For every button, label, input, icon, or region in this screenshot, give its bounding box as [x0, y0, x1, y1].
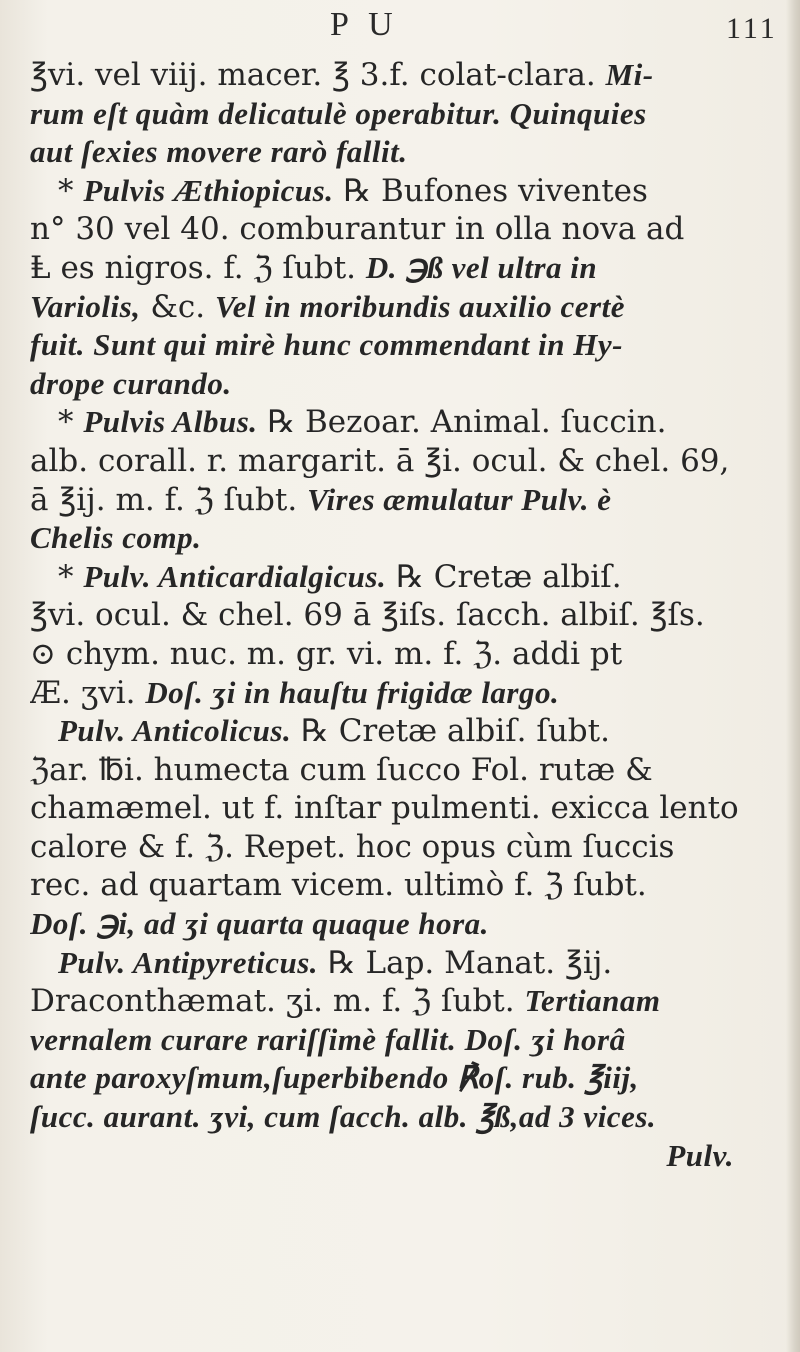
roman-run: &c.: [140, 288, 215, 325]
text-line: [30, 481, 770, 520]
text-line: [30, 1098, 770, 1137]
roman-run: ℞ Bufones viventes: [333, 172, 648, 209]
italic-run: Pulv. Antipyreticus.: [58, 944, 319, 980]
italic-run: Pulv. Anticolicus.: [58, 713, 292, 749]
italic-run: D. ℈ß vel ultra in: [365, 249, 598, 285]
text-line: [30, 558, 770, 597]
page-header: [0, 6, 800, 58]
italic-run: Chelis comp.: [30, 520, 202, 556]
text-line: [30, 751, 770, 790]
roman-run: ⊙ chym. nuc. m. gr. vi. m. f. ℨ. addi pt: [30, 635, 623, 672]
text-line: [30, 866, 770, 905]
roman-run: *: [58, 172, 84, 209]
italic-run: Pulv.: [666, 1137, 734, 1173]
text-line: [30, 1059, 770, 1098]
roman-run: rec. ad quartam vicem. ultimò f. ℨ ſubt.: [30, 867, 647, 904]
roman-run: calore & f. ℨ. Repet. hoc opus cùm ſuccis: [30, 828, 675, 865]
roman-run: alb. corall. r. margarit. ā ℥i. ocul. & chel. 69,: [30, 442, 730, 479]
roman-run: ℨar. ℔i. humecta cum ſucco Fol. rutæ &: [30, 751, 653, 788]
text-line: [30, 712, 770, 751]
roman-run: ℥vi. vel viij. macer. ℥ 3.f. colat-clara.: [30, 57, 606, 93]
text-line: [30, 1021, 770, 1060]
italic-run: ſucc. aurant. ʒvi, cum ſacch. alb. ℥ß,ad 3 vices.: [30, 1099, 657, 1135]
text-line: [30, 635, 770, 674]
roman-run: ā ℥ij. m. f. ℨ ſubt.: [30, 481, 308, 518]
roman-run: ℞ Cretæ albiſ.: [386, 558, 622, 595]
text-line: [30, 442, 770, 481]
italic-run: Doſ. ʒi in hauſtu frigidæ largo.: [145, 674, 560, 710]
italic-run: Pulvis Albus.: [83, 404, 258, 440]
italic-run: Pulv. Anticardialgicus.: [83, 558, 387, 594]
roman-run: ℥vi. ocul. & chel. 69 ā ℥iſs. ſacch. albiſ. ℥ſs.: [30, 597, 705, 634]
italic-run: Mi-: [605, 57, 654, 92]
text-line: [30, 519, 770, 558]
text-line: [30, 596, 770, 635]
roman-run: *: [58, 558, 84, 595]
body-text: [30, 56, 770, 1175]
text-line: [30, 249, 770, 288]
text-line: [30, 789, 770, 828]
italic-run: Pulvis Æthiopicus.: [83, 172, 334, 208]
text-line: [30, 326, 770, 365]
italic-run: drope curando.: [30, 365, 232, 401]
italic-run: Vires æmulatur Pulv. è: [307, 481, 612, 517]
italic-run: Doſ. ℈i, ad ʒi quarta quaque hora.: [30, 906, 489, 942]
text-line: [30, 210, 770, 249]
italic-run: ante paroxyſmum,ſuperbibendo ℟oſ. rub. ℥iij,: [30, 1060, 639, 1096]
italic-run: vernalem curare rariſſimè fallit. Doſ. ʒi horâ: [30, 1021, 626, 1057]
page-number: 111: [726, 12, 778, 45]
roman-run: chamæmel. ut f. inſtar pulmenti. exicca lento: [30, 790, 739, 827]
roman-run: *: [58, 404, 84, 441]
italic-run: Variolis,: [30, 288, 141, 324]
text-line: [30, 403, 770, 442]
text-line: [30, 982, 770, 1021]
roman-run: ℞ Cretæ albiſ. ſubt.: [291, 713, 610, 750]
text-line: [30, 1137, 770, 1176]
text-line: [30, 674, 770, 713]
text-line: [30, 172, 770, 211]
running-head: P U: [330, 6, 399, 43]
text-line: [30, 944, 770, 983]
text-line: [30, 95, 770, 134]
roman-run: Æ. ʒvi.: [30, 674, 146, 711]
italic-run: aut ſexies movere rarò fallit.: [30, 134, 408, 170]
page-edge: [786, 0, 800, 1352]
text-line: [30, 133, 770, 172]
roman-run: Ⱡ es nigros. f. ℨ ſubt.: [30, 249, 366, 286]
roman-run: Draconthæmat. ʒi. m. f. ℨ ſubt.: [30, 983, 525, 1020]
text-line: [30, 828, 770, 867]
text-line: [30, 365, 770, 404]
text-line: [30, 56, 770, 95]
italic-run: Vel in moribundis auxilio certè: [215, 288, 625, 324]
italic-run: Tertianam: [524, 983, 661, 1019]
roman-run: ℞ Lap. Manat. ℥ij.: [318, 944, 613, 981]
italic-run: rum eſt quàm delicatulè operabitur. Quinquies: [30, 95, 647, 131]
text-line: [30, 288, 770, 327]
roman-run: ℞ Bezoar. Animal. ſuccin.: [257, 404, 667, 441]
roman-run: n° 30 vel 40. comburantur in olla nova ad: [30, 211, 685, 248]
text-line: [30, 905, 770, 944]
italic-run: fuit. Sunt qui mirè hunc commendant in Hy-: [30, 327, 623, 363]
